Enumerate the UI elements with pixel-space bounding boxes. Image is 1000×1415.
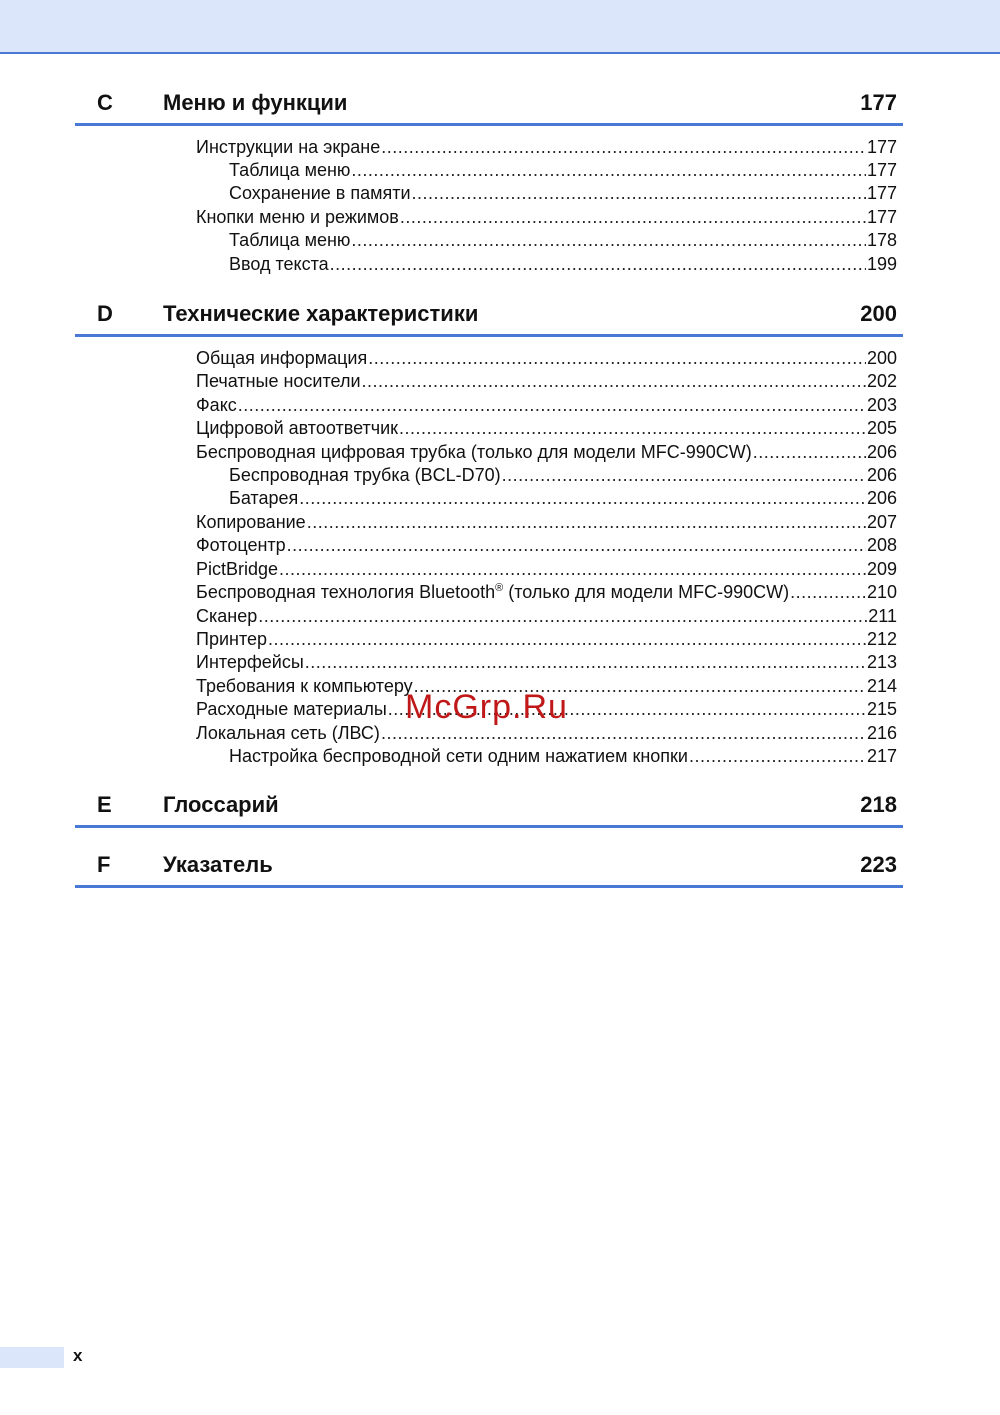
toc-entry[interactable]: Сканер ..... 211 [196,605,897,628]
toc-section-f [75,852,903,888]
section-letter: F [97,852,111,877]
toc-section-e [75,792,903,828]
toc-entry[interactable]: Факс ..... 203 [196,394,897,417]
section-title[interactable]: Технические характеристики [163,301,479,326]
toc-entry[interactable]: Принтер ..... 212 [196,628,897,651]
section-heading [75,301,903,337]
toc-entry[interactable]: Беспроводная цифровая трубка (только для модели MFC-990CW) ..... 206 [196,441,897,464]
section-letter: E [97,792,112,817]
section-title[interactable]: Меню и функции [163,90,348,115]
toc-entry[interactable]: Копирование ..... 207 [196,511,897,534]
section-page: 177 [860,90,897,115]
section-heading [75,90,903,126]
toc-entry[interactable]: Кнопки меню и режимов ..... 177 [196,206,897,229]
footer-page-number: x [73,1346,83,1365]
section-title[interactable]: Указатель [163,852,273,877]
section-letter: C [97,90,113,115]
toc-entry[interactable]: Фотоцентр ..... 208 [196,534,897,557]
section-page: 200 [860,301,897,326]
toc-entry[interactable]: Батарея ..... 206 [229,487,897,510]
toc-entry[interactable]: Локальная сеть (ЛВС) ..... 216 [196,722,897,745]
toc-entry[interactable]: Беспроводная трубка (BCL-D70) ..... 206 [229,464,897,487]
toc-entry[interactable]: Цифровой автоответчик ..... 205 [196,417,897,440]
registered-mark: ® [495,582,504,594]
toc-entry[interactable]: Интерфейсы ..... 213 [196,651,897,674]
watermark: McGrp.Ru [405,688,568,726]
toc-entry[interactable]: Сохранение в памяти ..... 177 [229,182,897,205]
toc-entry[interactable]: Расходные материалы ..... 215 [196,698,897,721]
toc-entry[interactable]: Настройка беспроводной сети одним нажатием кнопки ..... 217 [229,745,897,768]
header-band [0,0,1000,54]
section-page: 218 [860,792,897,817]
toc-entry[interactable]: Таблица меню ..... 178 [229,229,897,252]
section-title[interactable]: Глоссарий [163,792,279,817]
section-heading [75,792,903,828]
toc-entry[interactable]: Ввод текста ..... 199 [229,253,897,276]
toc-entry[interactable]: Печатные носители ..... 202 [196,370,897,393]
footer-band [0,1347,64,1368]
toc-entry[interactable]: PictBridge ..... 209 [196,558,897,581]
toc-entry[interactable]: Инструкции на экране ..... 177 [196,136,897,159]
toc-entry[interactable]: Беспроводная технология Bluetooth® (только для модели MFC-990CW) ..... 210 [196,581,897,604]
toc-section-c [75,90,903,274]
section-page: 223 [860,852,897,877]
section-heading [75,852,903,888]
section-letter: D [97,301,113,326]
toc-entry[interactable]: Таблица меню ..... 177 [229,159,897,182]
toc-entry[interactable]: Требования к компьютеру ..... 214 [196,675,897,698]
toc-entry[interactable]: Общая информация ..... 200 [196,347,897,370]
